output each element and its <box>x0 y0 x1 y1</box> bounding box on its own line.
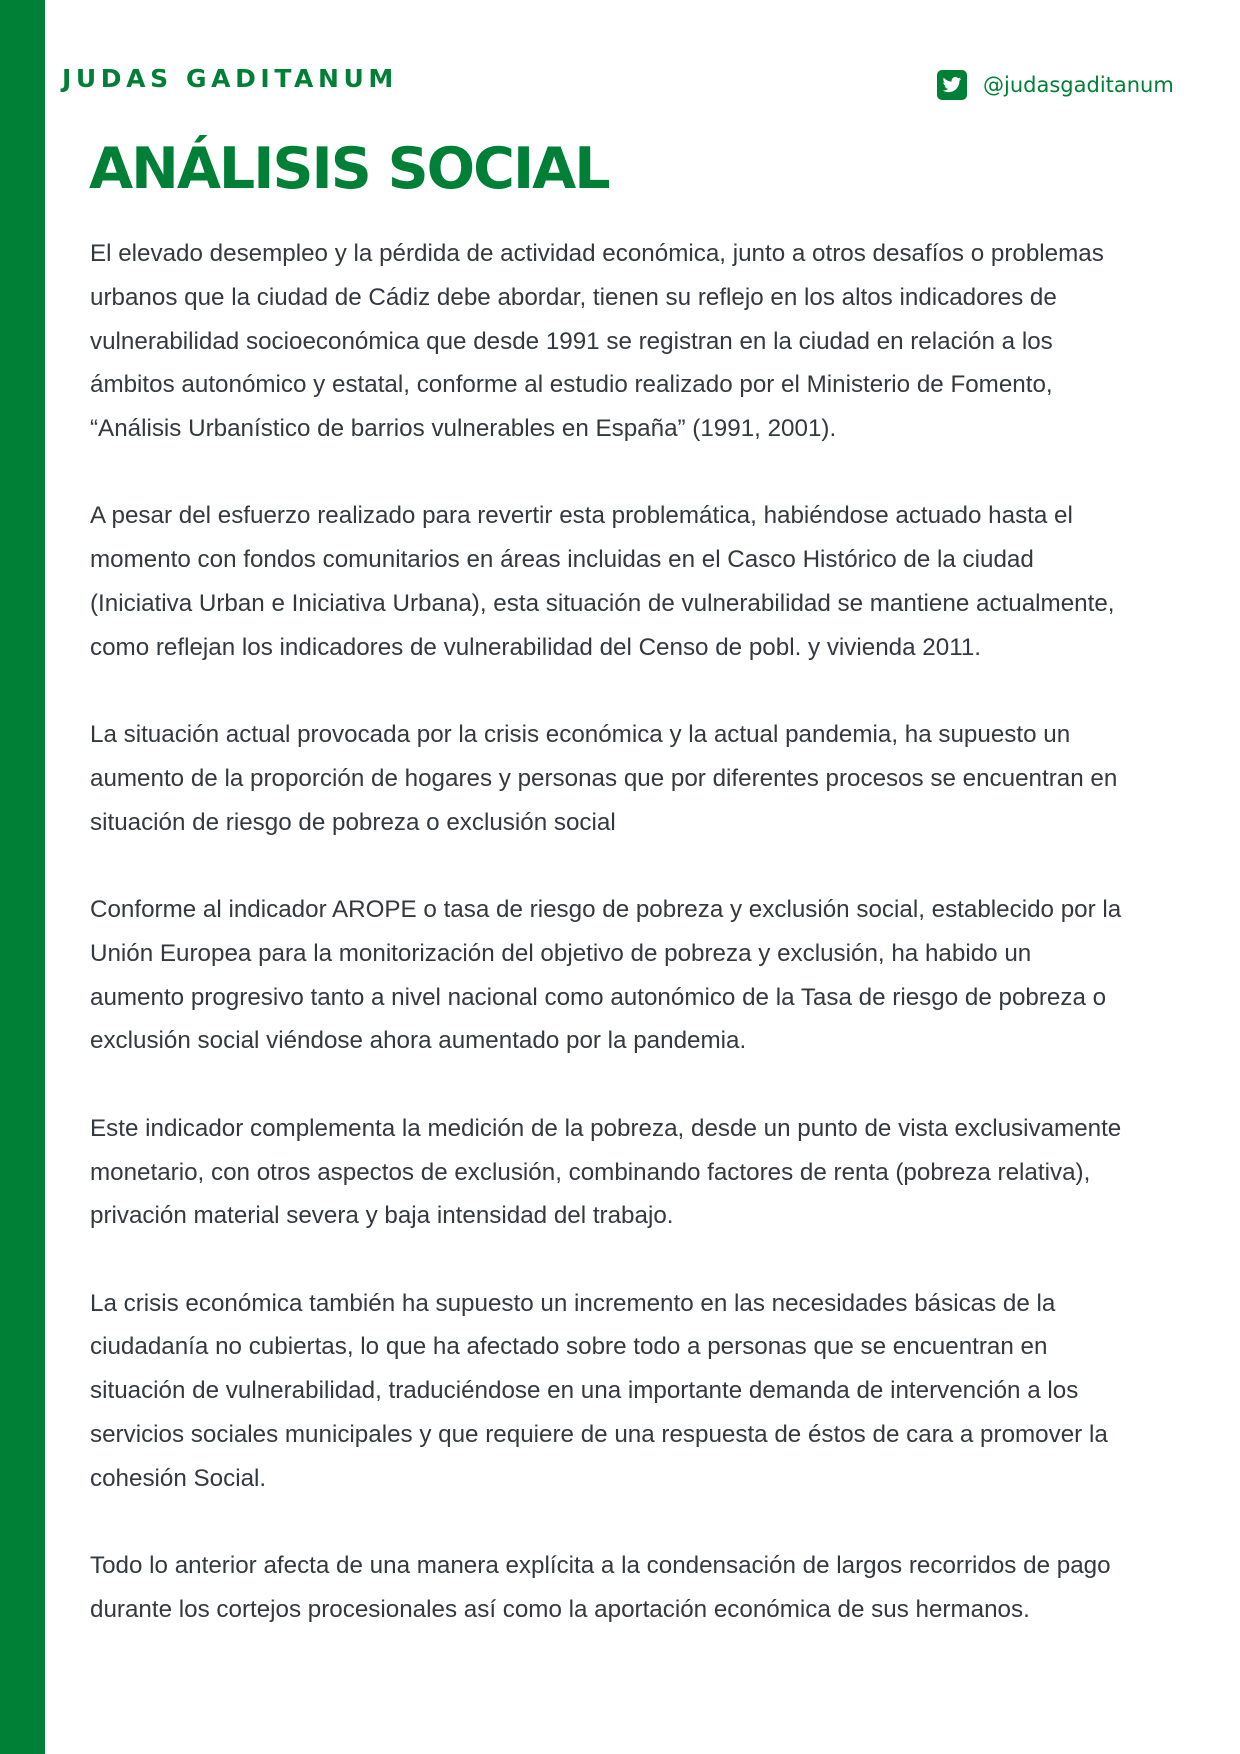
text-line: durante los cortejos procesionales así como la aportación económica de sus hermanos. <box>90 1595 1030 1623</box>
paragraph-3 <box>90 713 1220 844</box>
social-handle-group[interactable] <box>937 70 1174 100</box>
text-line: Este indicador complementa la medición de la pobreza, desde un punto de vista exclusivamente <box>90 1114 1122 1142</box>
text-line: vulnerabilidad socioeconómica que desde 1991 se registran en la ciudad en relación a los <box>90 327 1053 355</box>
text-line: urbanos que la ciudad de Cádiz debe abordar, tienen su reflejo en los altos indicadores de <box>90 283 1057 311</box>
text-line: La situación actual provocada por la crisis económica y la actual pandemia, ha supuesto un <box>90 721 1071 749</box>
text-line: ámbitos autonómico y estatal, conforme al estudio realizado por el Ministerio de Fomento, <box>90 371 1053 399</box>
text-line: Unión Europea para la monitorización del objetivo de pobreza y exclusión, ha habido un <box>90 939 1032 967</box>
text-line: como reflejan los indicadores de vulnerabilidad del Censo de pobl. y vivienda 2011. <box>90 633 982 661</box>
paragraph-1 <box>90 232 1220 451</box>
text-line: “Análisis Urbanístico de barrios vulnerables en España” (1991, 2001). <box>90 415 837 443</box>
text-line: ciudadanía no cubiertas, lo que ha afectado sobre todo a personas que se encuentran en <box>90 1333 1048 1361</box>
paragraph-5 <box>90 1107 1220 1238</box>
twitter-bird-glyph <box>942 75 962 95</box>
text-line: situación de vulnerabilidad, traduciéndose en una importante demanda de intervención a los <box>90 1377 1079 1405</box>
paragraph-4 <box>90 888 1220 1063</box>
twitter-icon[interactable] <box>937 70 967 100</box>
side-accent-bar <box>0 0 45 1754</box>
text-line: (Iniciativa Urban e Iniciativa Urbana), esta situación de vulnerabilidad se mantiene actualmente, <box>90 590 1115 618</box>
text-line: cohesión Social. <box>90 1464 267 1492</box>
text-line: Conforme al indicador AROPE o tasa de riesgo de pobreza y exclusión social, establecido por la <box>90 896 1122 924</box>
text-line: momento con fondos comunitarios en áreas incluidas en el Casco Histórico de la ciudad <box>90 546 1034 574</box>
text-line: aumento progresivo tanto a nivel nacional como autonómico de la Tasa de riesgo de pobreza o <box>90 983 1107 1011</box>
text-line: Todo lo anterior afecta de una manera explícita a la condensación de largos recorridos de pago <box>90 1552 1111 1580</box>
brand-name: JUDAS GADITANUM <box>62 64 398 93</box>
text-line: situación de riesgo de pobreza o exclusión social <box>90 808 616 836</box>
text-line: aumento de la proporción de hogares y personas que por diferentes procesos se encuentran en <box>90 764 1118 792</box>
text-line: exclusión social viéndose ahora aumentado por la pandemia. <box>90 1027 747 1055</box>
text-line: servicios sociales municipales y que requiere de una respuesta de éstos de cara a promover la <box>90 1421 1108 1449</box>
text-line: monetario, con otros aspectos de exclusión, combinando factores de renta (pobreza relativa), <box>90 1158 1091 1186</box>
paragraph-6 <box>90 1282 1220 1501</box>
text-line: El elevado desempleo y la pérdida de actividad económica, junto a otros desafíos o problemas <box>90 240 1104 267</box>
text-line: La crisis económica también ha supuesto un incremento en las necesidades básicas de la <box>90 1289 1056 1317</box>
paragraph-7 <box>90 1544 1220 1632</box>
body-text <box>90 232 1220 1675</box>
page-title: ANÁLISIS SOCIAL <box>89 136 609 202</box>
twitter-handle[interactable]: @judasgaditanum <box>983 73 1174 97</box>
paragraph-2 <box>90 494 1220 669</box>
text-line: privación material severa y baja intensidad del trabajo. <box>90 1202 674 1230</box>
text-line: A pesar del esfuerzo realizado para revertir esta problemática, habiéndose actuado hasta el <box>90 502 1073 530</box>
